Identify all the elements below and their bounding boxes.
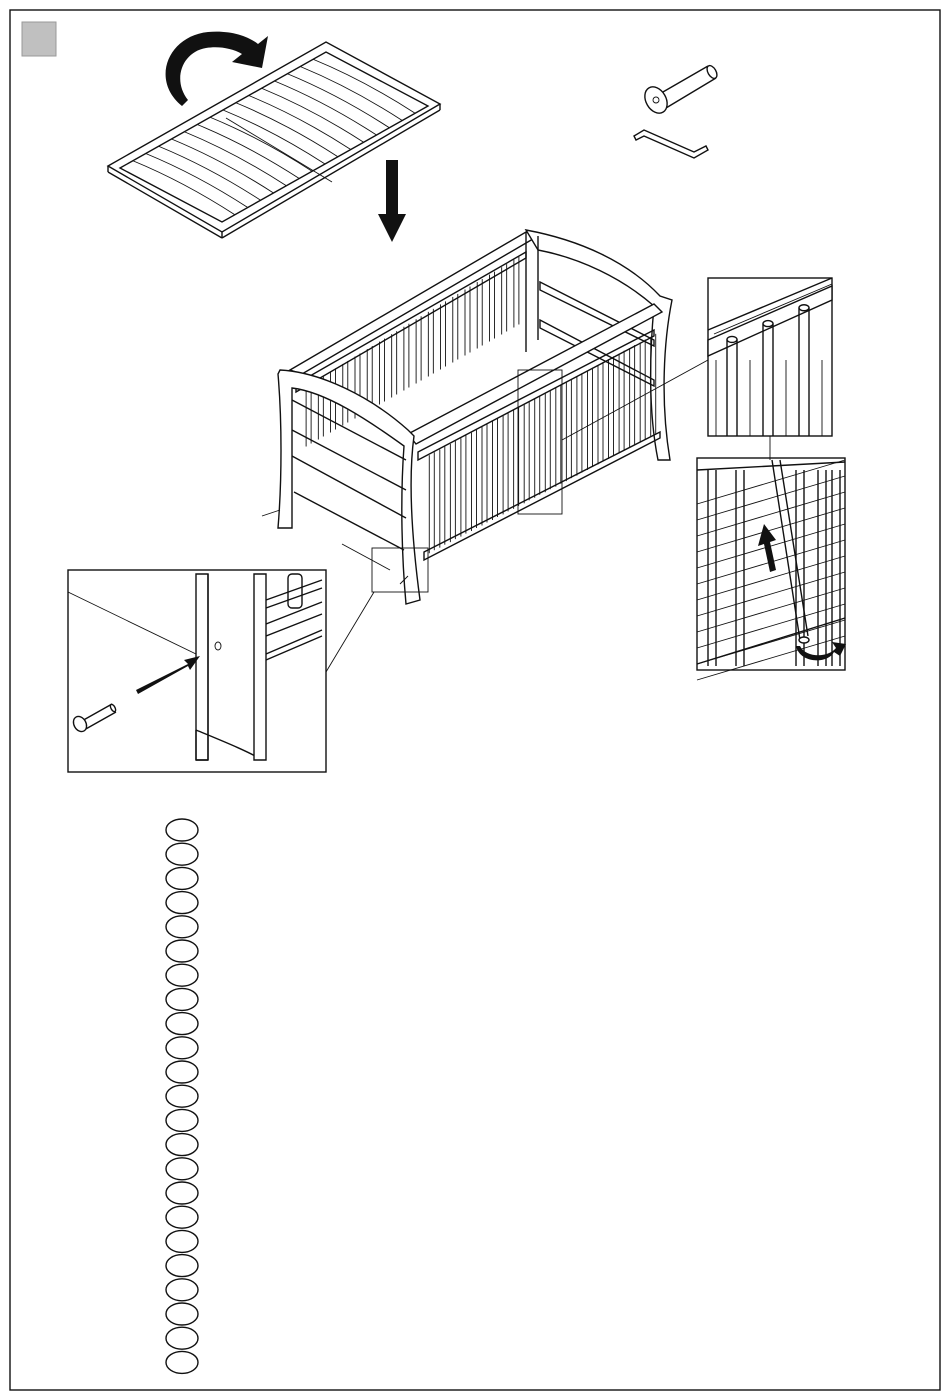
detail-inset-top-rail [708,278,832,436]
removal-base-slat [697,508,845,552]
removal-base-slat [697,476,845,520]
checklist-oval [166,867,198,889]
checklist-oval [166,1061,198,1083]
checklist-oval [166,1230,198,1252]
checklist-oval [166,1279,198,1301]
checklist-oval [166,1013,198,1035]
checklist-oval [166,988,198,1010]
checklist-oval [166,1351,198,1373]
inset-slat-top [727,336,737,342]
checklist-oval [166,1255,198,1277]
bolt-icon [640,64,719,117]
allen-key-icon [634,130,708,158]
checklist-oval [166,1182,198,1204]
detail-inset-bolt-joint [68,570,326,772]
checklist-oval [166,843,198,865]
cot-assembly [262,230,672,604]
checklist-oval [166,940,198,962]
checklist-oval [166,1134,198,1156]
checklist-oval [166,819,198,841]
removal-rail [697,462,845,470]
checklist-oval [166,892,198,914]
removal-base-slat [697,492,845,536]
checklist-column [166,819,198,1373]
inset-slat-top [799,305,809,311]
step-marker [22,22,56,56]
page-frame [10,10,940,1390]
inset-slat-top [763,321,773,327]
checklist-oval [166,1037,198,1059]
checklist-oval [166,1158,198,1180]
checklist-oval [166,1303,198,1325]
checklist-oval [166,1327,198,1349]
checklist-oval [166,964,198,986]
down-arrow-icon [378,160,406,242]
removal-base-slat [697,572,845,616]
checklist-oval [166,1109,198,1131]
checklist-oval [166,1206,198,1228]
checklist-oval [166,916,198,938]
callout-box-joint [372,548,428,592]
checklist-oval [166,1085,198,1107]
